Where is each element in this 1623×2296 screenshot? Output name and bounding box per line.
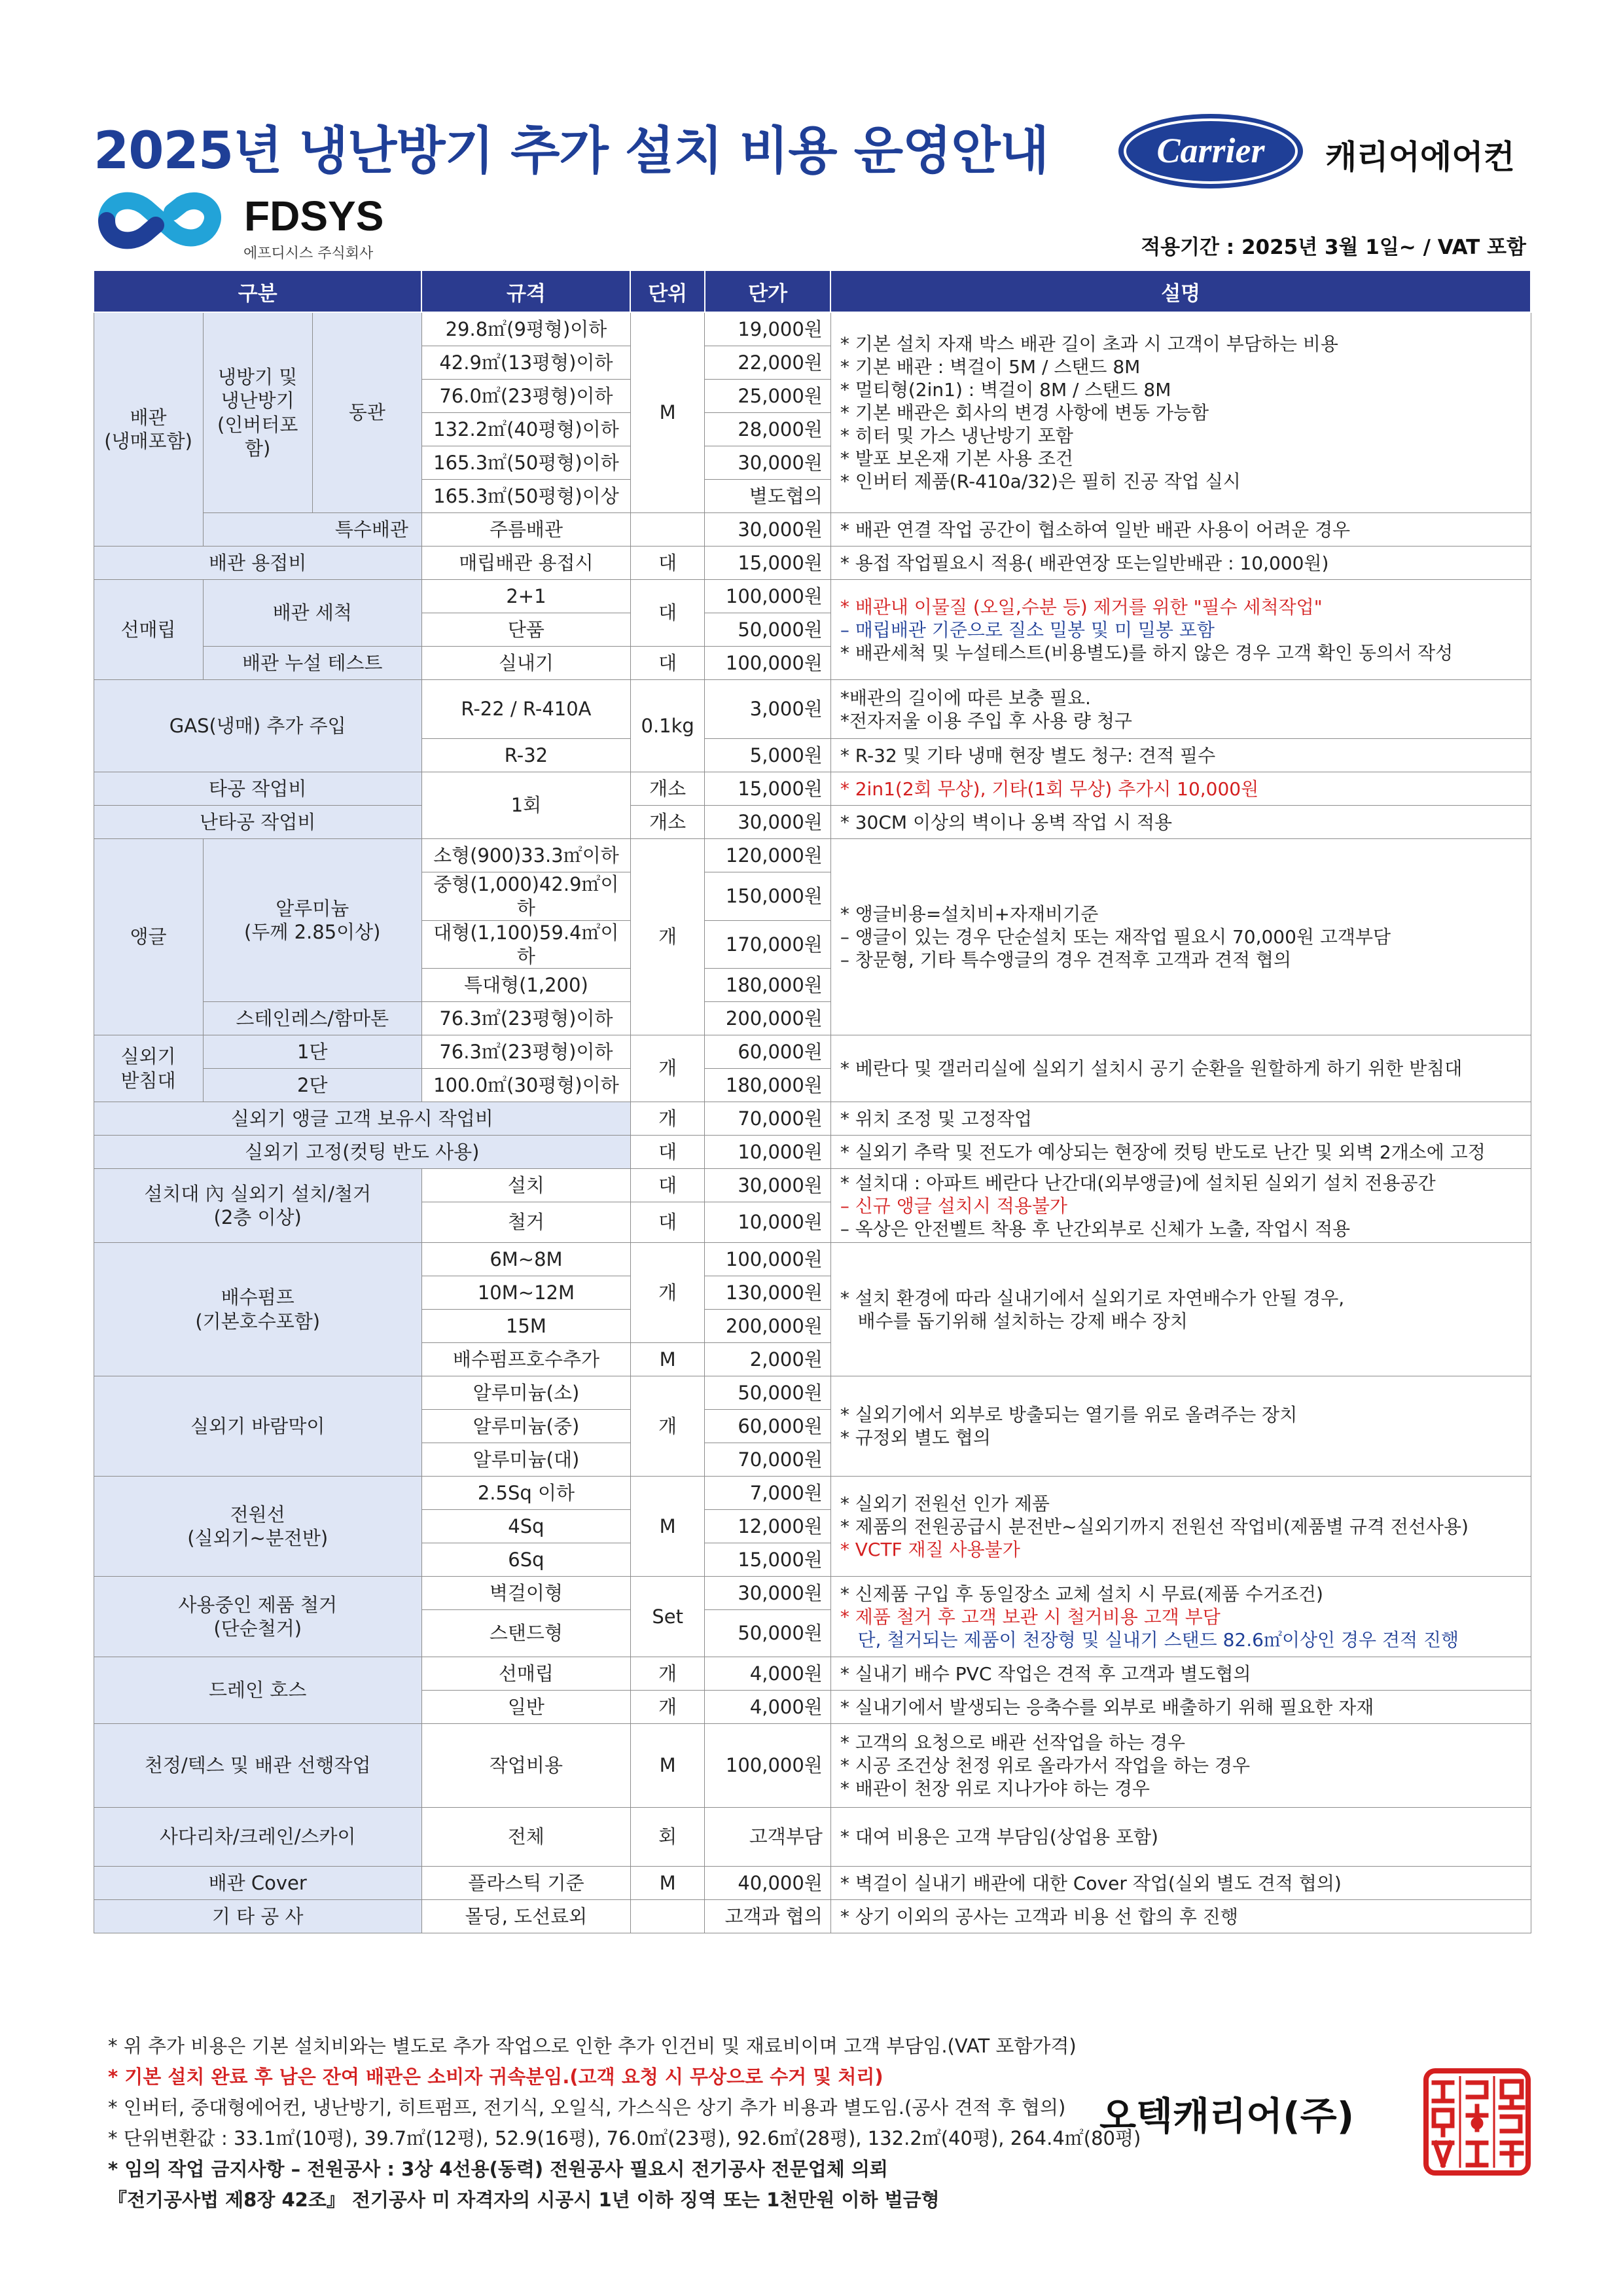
desc-cell: * 실내기에서 발생되는 응축수를 외부로 배출하기 위해 필요한 자재 bbox=[830, 1691, 1531, 1724]
spec-cell: 알루미늄(소) bbox=[421, 1376, 630, 1410]
unit-cell: 개 bbox=[630, 1376, 704, 1477]
unit-cell: 대 bbox=[630, 1169, 704, 1202]
desc-cell: * 실내기 배수 PVC 작업은 견적 후 고객과 별도협의 bbox=[830, 1657, 1531, 1691]
unit-cell: 개소 bbox=[630, 806, 704, 839]
table-row bbox=[94, 1724, 1531, 1808]
price-cell: 15,000원 bbox=[705, 547, 830, 580]
note-line: * 기본 설치 완료 후 남은 잔여 배관은 소비자 귀속분임.(고객 요청 시 무상으로 수거 및 처리) bbox=[108, 2066, 883, 2088]
carrier-logo bbox=[1116, 111, 1306, 191]
price-cell: 100,000원 bbox=[705, 580, 830, 613]
col-desc: 설명 bbox=[830, 270, 1531, 312]
spec-cell: 선매립 bbox=[421, 1657, 630, 1691]
table-row bbox=[94, 1657, 1531, 1691]
price-cell: 200,000원 bbox=[705, 1002, 830, 1035]
table-row bbox=[94, 1867, 1531, 1900]
desc-cell: * 용접 작업필요시 적용( 배관연장 또는일반배관 : 10,000원) bbox=[830, 547, 1531, 580]
price-cell: 60,000원 bbox=[705, 1410, 830, 1443]
unit-cell: M bbox=[630, 1343, 704, 1376]
category-leak-test: 배관 누설 테스트 bbox=[203, 647, 421, 680]
table-row bbox=[94, 1136, 1531, 1169]
desc-cell: * 상기 이외의 공사는 고객과 비용 선 합의 후 진행 bbox=[830, 1900, 1531, 1933]
spec-cell: 설치 bbox=[421, 1169, 630, 1202]
price-cell: 고객과 협의 bbox=[705, 1900, 830, 1933]
price-cell: 130,000원 bbox=[705, 1276, 830, 1310]
price-cell: 30,000원 bbox=[705, 513, 830, 547]
table-header bbox=[94, 270, 1531, 312]
unit-cell: M bbox=[630, 312, 704, 513]
category-stand: 실외기 받침대 bbox=[94, 1035, 203, 1102]
price-cell: 25,000원 bbox=[705, 380, 830, 413]
category-welding: 배관 용접비 bbox=[94, 547, 421, 580]
category-wind: 실외기 바람막이 bbox=[94, 1376, 421, 1477]
desc-cell: * 30CM 이상의 벽이나 옹벽 작업 시 적용 bbox=[830, 806, 1531, 839]
category-angle: 앵글 bbox=[94, 839, 203, 1035]
unit-cell: 개 bbox=[630, 1657, 704, 1691]
table-row bbox=[94, 1169, 1531, 1202]
category-special-pipe: 특수배관 bbox=[203, 513, 421, 547]
price-cell: 180,000원 bbox=[705, 969, 830, 1002]
price-cell: 30,000원 bbox=[705, 446, 830, 480]
company-seal bbox=[1422, 2067, 1532, 2177]
category-indoor-install: 설치대 內 실외기 설치/철거 (2층 이상) bbox=[94, 1169, 421, 1243]
spec-cell: 철거 bbox=[421, 1202, 630, 1243]
unit-cell: 대 bbox=[630, 1136, 704, 1169]
category-aircon: 냉방기 및 냉난방기 (인버터포함) bbox=[203, 312, 312, 513]
desc-line: * VCTF 재질 사용불가 bbox=[840, 1538, 1020, 1560]
price-cell: 2,000원 bbox=[705, 1343, 830, 1376]
carrier-logo-text: Carrier bbox=[1156, 131, 1265, 170]
table-row bbox=[94, 680, 1531, 739]
spec-cell: 소형(900)33.3㎡이하 bbox=[421, 839, 630, 872]
table-row bbox=[94, 806, 1531, 839]
spec-cell: 29.8㎡(9평형)이하 bbox=[421, 312, 630, 346]
unit-cell: 0.1kg bbox=[630, 680, 704, 772]
unit-cell: M bbox=[630, 1724, 704, 1808]
company-name: 오텍캐리어(주) bbox=[1099, 2094, 1355, 2138]
category-drill: 타공 작업비 bbox=[94, 772, 421, 806]
price-cell: 150,000원 bbox=[705, 872, 830, 921]
category-stainless: 스테인레스/함마톤 bbox=[203, 1002, 421, 1035]
desc-line: * 배관이 천장 위로 지나가야 하는 경우 bbox=[840, 1778, 1150, 1799]
desc-line: * 고객의 요청으로 배관 선작업을 하는 경우 bbox=[840, 1732, 1186, 1753]
desc-cell: * 대여 비용은 고객 부담임(상업용 포함) bbox=[830, 1808, 1531, 1867]
unit-cell: 대 bbox=[630, 580, 704, 647]
spec-cell: 대형(1,100)59.4㎡이하 bbox=[421, 920, 630, 969]
category-fix: 실외기 고정(컷팅 반도 사용) bbox=[94, 1136, 630, 1169]
stand-level: 1단 bbox=[203, 1035, 421, 1069]
table-row bbox=[94, 547, 1531, 580]
desc-line: * 제품 철거 후 고객 보관 시 철거비용 고객 부담 bbox=[840, 1605, 1221, 1628]
spec-cell: 6Sq bbox=[421, 1543, 630, 1577]
desc-line: *전자저울 이용 주입 후 사용 량 청구 bbox=[840, 709, 1132, 732]
spec-cell: 단품 bbox=[421, 613, 630, 647]
spec-cell: 알루미늄(대) bbox=[421, 1443, 630, 1477]
partner-subtitle: 에프디시스 주식회사 bbox=[243, 245, 374, 262]
desc-cell: * 베란다 및 갤러리실에 실외기 설치시 공기 순환을 원할하게 하기 위한 받침대 bbox=[830, 1035, 1531, 1102]
desc-line: 단, 철거되는 제품이 천장형 및 실내기 스탠드 82.6㎡이상인 경우 견적 진행 bbox=[840, 1628, 1459, 1651]
table-row bbox=[94, 312, 1531, 346]
table-row bbox=[94, 580, 1531, 613]
spec-cell: 벽걸이형 bbox=[421, 1577, 630, 1610]
desc-buried bbox=[830, 580, 1531, 680]
spec-cell: 몰딩, 도선료외 bbox=[421, 1900, 630, 1933]
desc-indoor-install bbox=[830, 1169, 1531, 1243]
spec-cell: 작업비용 bbox=[421, 1724, 630, 1808]
price-cell: 별도협의 bbox=[705, 480, 830, 513]
price-cell: 60,000원 bbox=[705, 1035, 830, 1069]
category-gas: GAS(냉매) 추가 주입 bbox=[94, 680, 421, 772]
desc-line: * 앵글비용=설치비+자재비기준 bbox=[840, 903, 1099, 925]
spec-cell: 1회 bbox=[421, 772, 630, 839]
unit-cell: 회 bbox=[630, 1808, 704, 1867]
unit-cell: 개 bbox=[630, 1102, 704, 1136]
unit-cell: 개 bbox=[630, 1691, 704, 1724]
desc-line: * 규정외 별도 협의 bbox=[840, 1427, 991, 1448]
price-cell: 15,000원 bbox=[705, 1543, 830, 1577]
col-spec: 규격 bbox=[421, 270, 630, 312]
desc-cell: * 2in1(2회 무상), 기타(1회 무상) 추가시 10,000원 bbox=[830, 772, 1531, 806]
desc-line: * 시공 조건상 천정 위로 올라가서 작업을 하는 경우 bbox=[840, 1755, 1251, 1776]
price-cell: 100,000원 bbox=[705, 1724, 830, 1808]
table-row bbox=[94, 839, 1531, 872]
desc-line: * 실외기 전원선 인가 제품 bbox=[840, 1492, 1050, 1515]
spec-cell: 플라스틱 기준 bbox=[421, 1867, 630, 1900]
spec-cell: 10M~12M bbox=[421, 1276, 630, 1310]
category-power: 전원선 (실외기~분전반) bbox=[94, 1477, 421, 1577]
table-row bbox=[94, 1577, 1531, 1610]
price-cell: 100,000원 bbox=[705, 1243, 830, 1276]
unit-cell: M bbox=[630, 1477, 704, 1577]
category-pipe: 배관 (냉매포함) bbox=[94, 312, 203, 547]
desc-line: * 설치대 : 아파트 베란다 난간대(외부앵글)에 설치된 실외기 설치 전용공간 bbox=[840, 1172, 1436, 1194]
price-cell: 4,000원 bbox=[705, 1691, 830, 1724]
spec-cell: 전체 bbox=[421, 1808, 630, 1867]
desc-removal bbox=[830, 1577, 1531, 1657]
table-row bbox=[94, 1808, 1531, 1867]
category-etc: 기 타 공 사 bbox=[94, 1900, 421, 1933]
unit-cell: 대 bbox=[630, 647, 704, 680]
spec-cell: 76.0㎡(23평형)이하 bbox=[421, 380, 630, 413]
spec-cell: 매립배관 용접시 bbox=[421, 547, 630, 580]
price-cell: 5,000원 bbox=[705, 739, 830, 772]
table-row bbox=[94, 1477, 1531, 1510]
spec-cell: 주름배관 bbox=[421, 513, 630, 547]
desc-line: * 실외기에서 외부로 방출되는 열기를 위로 올려주는 장치 bbox=[840, 1404, 1298, 1426]
desc-line: * 설치 환경에 따라 실내기에서 실외기로 자연배수가 안될 경우, bbox=[840, 1287, 1345, 1309]
unit-cell: 개소 bbox=[630, 772, 704, 806]
price-cell: 40,000원 bbox=[705, 1867, 830, 1900]
col-unit: 단위 bbox=[630, 270, 704, 312]
category-copper: 동관 bbox=[312, 312, 421, 513]
unit-cell bbox=[630, 1900, 704, 1933]
price-cell: 30,000원 bbox=[705, 1169, 830, 1202]
desc-pipe bbox=[830, 312, 1531, 513]
category-cover: 배관 Cover bbox=[94, 1867, 421, 1900]
spec-cell: 165.3㎡(50평형)이하 bbox=[421, 446, 630, 480]
price-cell: 22,000원 bbox=[705, 346, 830, 380]
spec-cell: 76.3㎡(23평형)이하 bbox=[421, 1035, 630, 1069]
category-pump: 배수펌프 (기본호수포함) bbox=[94, 1243, 421, 1376]
category-buried: 선매립 bbox=[94, 580, 203, 680]
desc-line: – 신규 앵글 설치시 적용불가 bbox=[840, 1194, 1067, 1217]
spec-cell: 15M bbox=[421, 1310, 630, 1343]
price-cell: 15,000원 bbox=[705, 772, 830, 806]
desc-line: * 인버터 제품(R-410a/32)은 필히 진공 작업 실시 bbox=[840, 471, 1241, 492]
table-row bbox=[94, 1900, 1531, 1933]
desc-line: * 제품의 전원공급시 분전반~실외기까지 전원선 작업비(제품별 규격 전선사용) bbox=[840, 1515, 1469, 1537]
spec-cell: 76.3㎡(23평형)이하 bbox=[421, 1002, 630, 1035]
spec-cell: 특대형(1,200) bbox=[421, 969, 630, 1002]
price-cell: 30,000원 bbox=[705, 806, 830, 839]
spec-cell: 100.0㎡(30평형)이하 bbox=[421, 1069, 630, 1102]
category-hard-drill: 난타공 작업비 bbox=[94, 806, 421, 839]
unit-cell: 대 bbox=[630, 1202, 704, 1243]
price-cell: 4,000원 bbox=[705, 1657, 830, 1691]
desc-ceiling bbox=[830, 1724, 1531, 1808]
table-row bbox=[94, 1243, 1531, 1276]
price-cell: 28,000원 bbox=[705, 413, 830, 446]
col-price: 단가 bbox=[705, 270, 830, 312]
table-row bbox=[94, 513, 1531, 547]
desc-line: * 기본 설치 자재 박스 배관 길이 초과 시 고객이 부담하는 비용 bbox=[840, 333, 1338, 355]
note-line: * 임의 작업 금지사항 – 전원공사 : 3상 4선용(동력) 전원공사 필요시 전기공사 전문업체 의뢰 bbox=[108, 2158, 888, 2180]
desc-line: – 앵글이 있는 경우 단순설치 또는 재작업 필요시 70,000원 고객부담 bbox=[840, 926, 1391, 948]
table-row bbox=[94, 1035, 1531, 1069]
spec-cell: R-32 bbox=[421, 739, 630, 772]
spec-cell: 일반 bbox=[421, 1691, 630, 1724]
col-category: 구분 bbox=[94, 270, 421, 312]
spec-cell: 4Sq bbox=[421, 1510, 630, 1543]
price-cell: 70,000원 bbox=[705, 1443, 830, 1477]
spec-cell: 중형(1,000)42.9㎡이하 bbox=[421, 872, 630, 921]
category-drain: 드레인 호스 bbox=[94, 1657, 421, 1724]
price-cell: 3,000원 bbox=[705, 680, 830, 739]
unit-cell: 개 bbox=[630, 839, 704, 1035]
desc-cell: * R-32 및 기타 냉매 현장 별도 청구: 견적 필수 bbox=[830, 739, 1531, 772]
category-ceiling: 천정/텍스 및 배관 선행작업 bbox=[94, 1724, 421, 1808]
brand-name: 캐리어에어컨 bbox=[1325, 138, 1515, 176]
price-cell: 50,000원 bbox=[705, 1610, 830, 1657]
desc-line: * 발포 보온재 기본 사용 조건 bbox=[840, 448, 1073, 469]
note-line: * 단위변환값 : 33.1㎡(10평), 39.7㎡(12평), 52.9(16평), 76.0㎡(23평), 92.6㎡(28평), 132.2㎡(40평), 264.4㎡(80평) bbox=[108, 2127, 1141, 2149]
spec-cell: 42.9㎡(13평형)이하 bbox=[421, 346, 630, 380]
price-cell: 100,000원 bbox=[705, 647, 830, 680]
unit-cell bbox=[630, 513, 704, 547]
page-title: 2025년 냉난방기 추가 설치 비용 운영안내 bbox=[94, 122, 1049, 181]
desc-cell: * 배관 연결 작업 공간이 협소하여 일반 배관 사용이 어려운 경우 bbox=[830, 513, 1531, 547]
footer-notes bbox=[108, 2031, 1141, 2215]
spec-cell: 알루미늄(중) bbox=[421, 1410, 630, 1443]
spec-cell: 2.5Sq 이하 bbox=[421, 1477, 630, 1510]
desc-line: 배수를 돕기위해 설치하는 강제 배수 장치 bbox=[840, 1310, 1188, 1332]
stand-level: 2단 bbox=[203, 1069, 421, 1102]
unit-cell: Set bbox=[630, 1577, 704, 1657]
desc-cell: * 위치 조정 및 고정작업 bbox=[830, 1102, 1531, 1136]
price-cell: 50,000원 bbox=[705, 1376, 830, 1410]
table-row bbox=[94, 1376, 1531, 1410]
unit-cell: 개 bbox=[630, 1035, 704, 1102]
desc-cell: * 벽걸이 실내기 배관에 대한 Cover 작업(실외 별도 견적 협의) bbox=[830, 1867, 1531, 1900]
desc-line: *배관의 길이에 따른 보충 필요. bbox=[840, 687, 1091, 709]
price-cell: 7,000원 bbox=[705, 1477, 830, 1510]
spec-cell: 배수펌프호수추가 bbox=[421, 1343, 630, 1376]
spec-cell: 실내기 bbox=[421, 647, 630, 680]
spec-cell: 스탠드형 bbox=[421, 1610, 630, 1657]
desc-line: * 배관세척 및 누설테스트(비용별도)를 하지 않은 경우 고객 확인 동의서 작성 bbox=[840, 641, 1454, 664]
category-owned-angle: 실외기 앵글 고객 보유시 작업비 bbox=[94, 1102, 630, 1136]
table-row bbox=[94, 1102, 1531, 1136]
category-pipe-wash: 배관 세척 bbox=[203, 580, 421, 647]
desc-line: * 신제품 구입 후 동일장소 교체 설치 시 무료(제품 수거조건) bbox=[840, 1583, 1323, 1605]
price-cell: 10,000원 bbox=[705, 1136, 830, 1169]
desc-line: * 기본 배관 : 벽걸이 5M / 스탠드 8M bbox=[840, 356, 1141, 378]
price-cell: 19,000원 bbox=[705, 312, 830, 346]
unit-cell: 개 bbox=[630, 1243, 704, 1343]
spec-cell: 165.3㎡(50평형)이상 bbox=[421, 480, 630, 513]
price-table bbox=[93, 270, 1531, 1933]
table-row bbox=[94, 772, 1531, 806]
note-line: * 위 추가 비용은 기본 설치비와는 별도로 추가 작업으로 인한 추가 인건비 및 재료비이며 고객 부담임.(VAT 포함가격) bbox=[108, 2035, 1077, 2057]
apply-period: 적용기간 : 2025년 3월 1일~ / VAT 포함 bbox=[1141, 236, 1526, 259]
unit-cell: M bbox=[630, 1867, 704, 1900]
desc-cell: * 실외기 추락 및 전도가 예상되는 현장에 컷팅 반도로 난간 및 외벽 2개소에 고정 bbox=[830, 1136, 1531, 1169]
price-cell: 180,000원 bbox=[705, 1069, 830, 1102]
desc-power bbox=[830, 1477, 1531, 1577]
fdsys-logo-text: FDSYS bbox=[244, 192, 384, 240]
desc-wind bbox=[830, 1376, 1531, 1477]
note-line: 『전기공사법 제8장 42조』 전기공사 미 자격자의 시공시 1년 이하 징역 또는 1천만원 이하 벌금형 bbox=[108, 2189, 940, 2211]
category-removal: 사용중인 제품 철거 (단순철거) bbox=[94, 1577, 421, 1657]
desc-gas bbox=[830, 680, 1531, 739]
desc-line: * 히터 및 가스 냉난방기 포함 bbox=[840, 425, 1073, 446]
price-cell: 고객부담 bbox=[705, 1808, 830, 1867]
price-cell: 50,000원 bbox=[705, 613, 830, 647]
desc-angle bbox=[830, 839, 1531, 1035]
desc-line: – 창문형, 기타 특수앵글의 경우 견적후 고객과 견적 협의 bbox=[840, 949, 1292, 971]
price-cell: 10,000원 bbox=[705, 1202, 830, 1243]
price-cell: 30,000원 bbox=[705, 1577, 830, 1610]
spec-cell: R-22 / R-410A bbox=[421, 680, 630, 739]
desc-line: – 옥상은 안전벨트 착용 후 난간외부로 신체가 노출, 작업시 적용 bbox=[840, 1217, 1351, 1240]
desc-line: – 매립배관 기준으로 질소 밀봉 및 미 밀봉 포함 bbox=[840, 619, 1215, 641]
desc-line: * 배관내 이물질 (오일,수분 등) 제거를 위한 "필수 세척작업" bbox=[840, 596, 1323, 618]
desc-pump bbox=[830, 1243, 1531, 1376]
price-cell: 170,000원 bbox=[705, 920, 830, 969]
desc-line: * 기본 배관은 회사의 변경 사항에 변동 가능함 bbox=[840, 402, 1209, 423]
price-cell: 12,000원 bbox=[705, 1510, 830, 1543]
price-cell: 70,000원 bbox=[705, 1102, 830, 1136]
price-cell: 120,000원 bbox=[705, 839, 830, 872]
category-aluminum: 알루미늄 (두께 2.85이상) bbox=[203, 839, 421, 1002]
spec-cell: 2+1 bbox=[421, 580, 630, 613]
desc-line: * 멀티형(2in1) : 벽걸이 8M / 스탠드 8M bbox=[840, 379, 1171, 401]
note-line: * 인버터, 중대형에어컨, 냉난방기, 히트펌프, 전기식, 오일식, 가스식은 상기 추가 비용과 별도임.(공사 견적 후 협의) bbox=[108, 2096, 1066, 2119]
spec-cell: 132.2㎡(40평형)이하 bbox=[421, 413, 630, 446]
category-ladder: 사다리차/크레인/스카이 bbox=[94, 1808, 421, 1867]
price-cell: 200,000원 bbox=[705, 1310, 830, 1343]
spec-cell: 6M~8M bbox=[421, 1243, 630, 1276]
unit-cell: 대 bbox=[630, 547, 704, 580]
